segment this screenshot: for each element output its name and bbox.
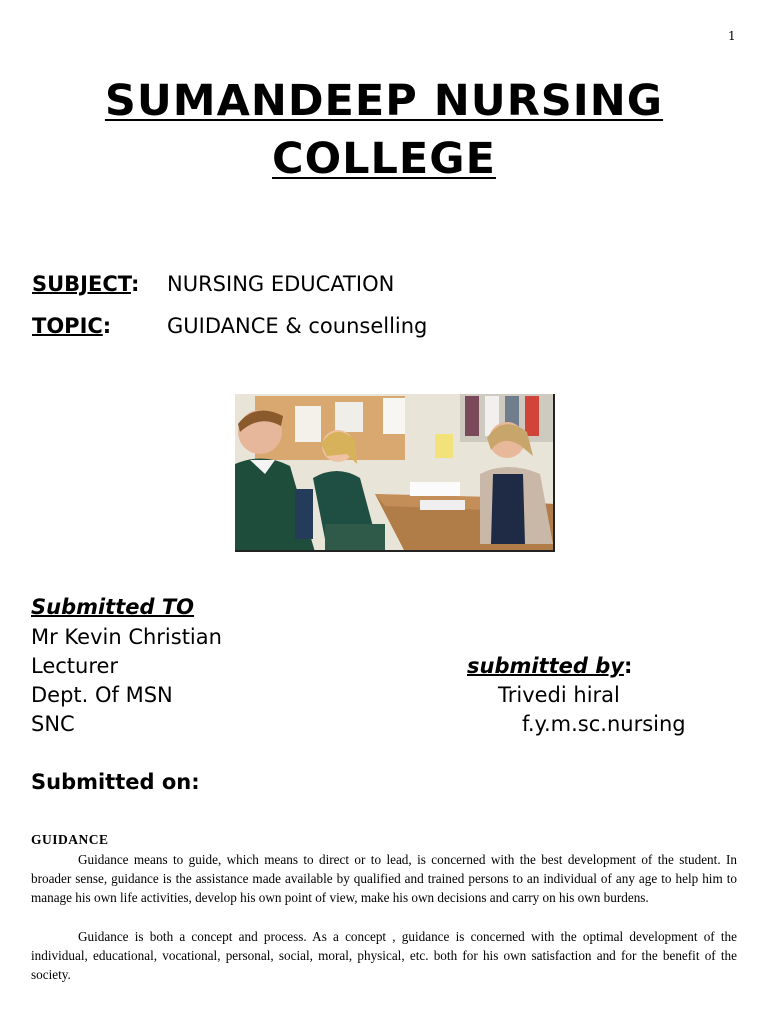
guidance-paragraph-2: Guidance is both a concept and process. As a concept , guidance is concerned with the optimal development of the individual, educational, vocational, personal, social, moral, physical, etc. both for his own satisfaction and for the benefit of the society.: [31, 929, 737, 983]
submitted-by-course: f.y.m.sc.nursing: [522, 712, 686, 736]
page-number: 1: [728, 29, 736, 43]
submitted-by-name: Trivedi hiral: [498, 683, 620, 707]
guidance-paragraph-1: Guidance means to guide, which means to direct or to lead, is concerned with the best development of the student. In broader sense, guidance is the assistance made available by qualified and trained persons to an individual of any age to help him to manage his own life activities, develop his own point of view, make his own decisions and carry on his own burdens.: [31, 852, 737, 906]
submitted-to-name: Mr Kevin Christian: [31, 625, 222, 649]
submitted-to-org: SNC: [31, 712, 75, 736]
guidance-heading: GUIDANCE: [31, 832, 109, 847]
subject-value: NURSING EDUCATION: [167, 272, 395, 296]
submitted-on-label: Submitted on:: [31, 770, 200, 794]
title-line-1: SUMANDEEP NURSING: [104, 76, 664, 126]
topic-label: TOPIC:: [32, 314, 112, 338]
subject-label: SUBJECT:: [32, 272, 140, 296]
submitted-to-role: Lecturer: [31, 654, 119, 678]
subject-row: [32, 272, 395, 296]
topic-row: [32, 314, 428, 338]
submitted-to-heading: Submitted TO: [31, 595, 195, 619]
submitted-to-dept: Dept. Of MSN: [31, 683, 173, 707]
counselling-photo: [235, 394, 555, 552]
page-title: [0, 72, 768, 188]
submitted-by-heading: submitted by:: [467, 654, 633, 678]
title-line-2: COLLEGE: [272, 134, 496, 184]
topic-value: GUIDANCE & counselling: [167, 314, 428, 338]
